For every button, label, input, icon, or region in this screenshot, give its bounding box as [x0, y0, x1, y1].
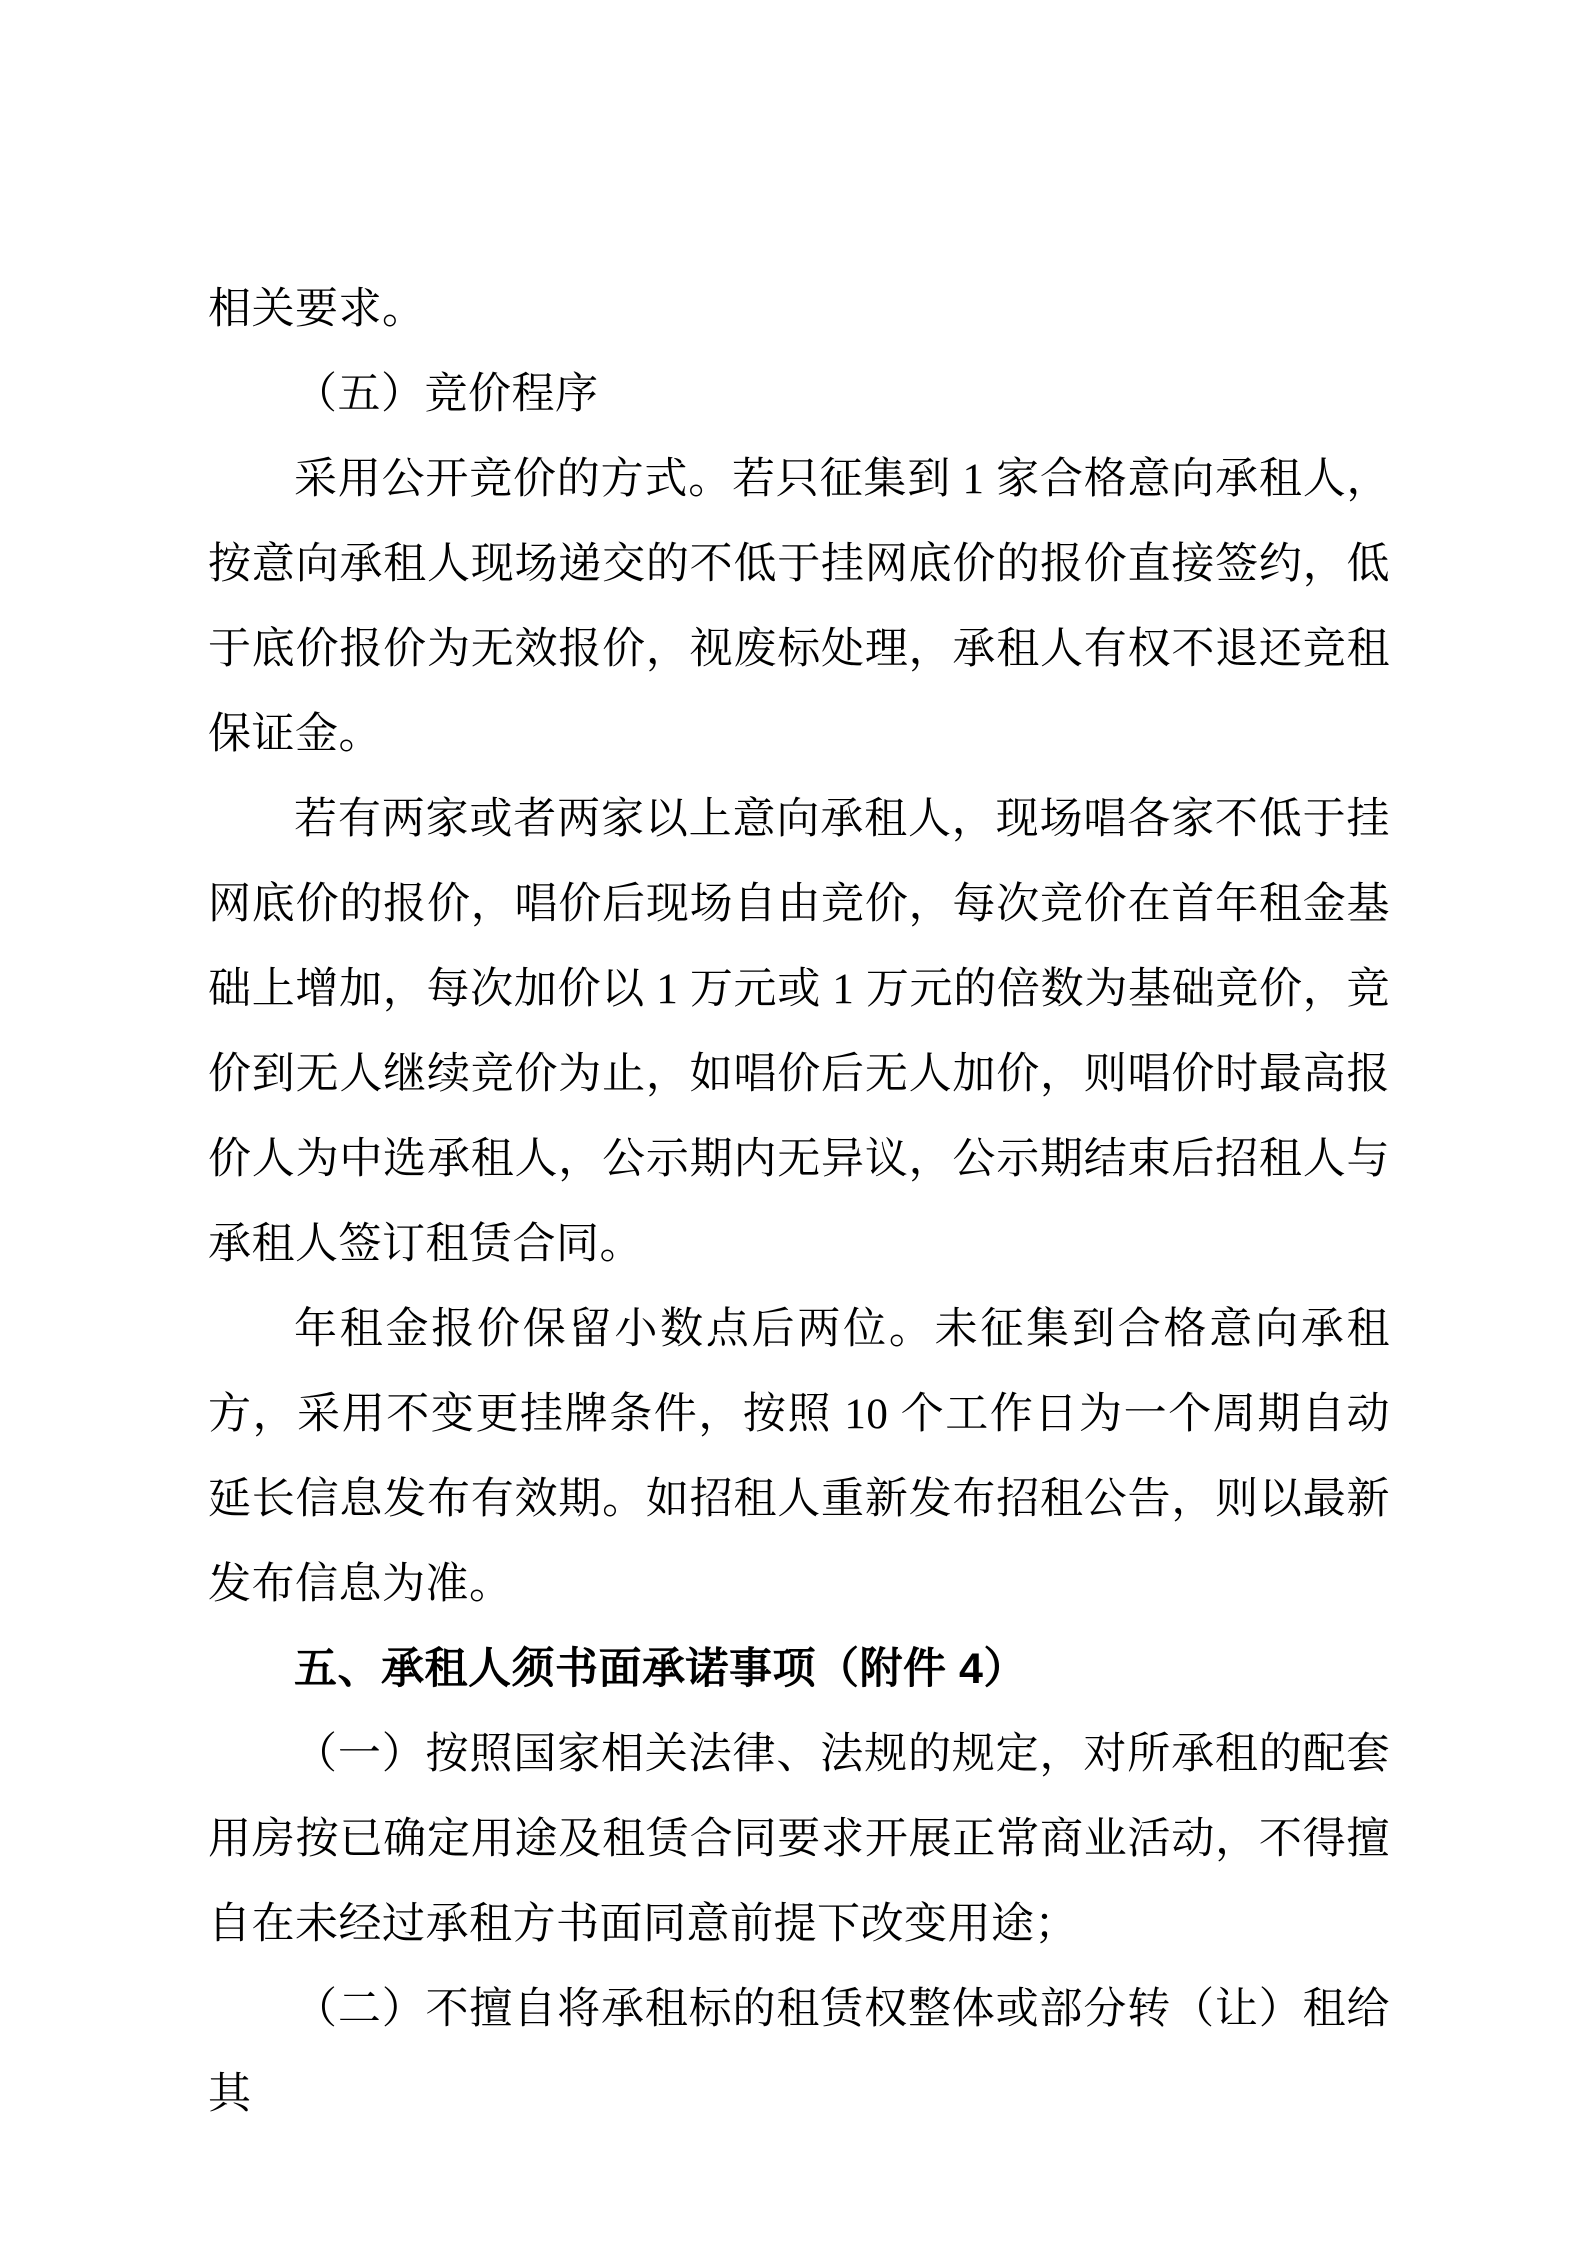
section-5-written-commitments-heading: 五、承租人须书面承诺事项（附件 4）: [294, 1645, 1027, 1693]
document-body: [208, 267, 1390, 2137]
paragraph-trailing-requirements: 相关要求。: [208, 286, 426, 333]
subsection-5-bidding-procedure-title: （五）竞价程序: [294, 371, 599, 418]
paragraph-commitment-1: （一）按照国家相关法律、法规的规定，对所承租的配套用房按已确定用途及租赁合同要求开展正常商业活动，不得擅自在未经过承租方书面同意前提下改变用途；: [208, 1731, 1390, 1948]
paragraph-single-bidder-rule: 采用公开竞价的方式。若只征集到 1 家合格意向承租人，按意向承租人现场递交的不低于挂网底价的报价直接签约，低于底价报价为无效报价，视废标处理，承租人有权不退还竞租保证金。: [208, 456, 1390, 758]
paragraph-annual-rent-quote-rule: 年租金报价保留小数点后两位。未征集到合格意向承租方，采用不变更挂牌条件，按照 10 个工作日为一个周期自动延长信息发布有效期。如招租人重新发布招租公告，则以最新发布信息为准。: [208, 1306, 1390, 1608]
paragraph-multiple-bidder-rule: 若有两家或者两家以上意向承租人，现场唱各家不低于挂网底价的报价，唱价后现场自由竞价，每次竞价在首年租金基础上增加，每次加价以 1 万元或 1 万元的倍数为基础竞价，竞价到无人继续竞价为止，如唱价后无人加价，则唱价时最高报价人为中选承租人，公示期内无异议，公示期结束后招租人与承租人签订租赁合同。: [208, 796, 1390, 1268]
paragraph-commitment-2: （二）不擅自将承租标的租赁权整体或部分转（让）租给其: [208, 1986, 1390, 2118]
